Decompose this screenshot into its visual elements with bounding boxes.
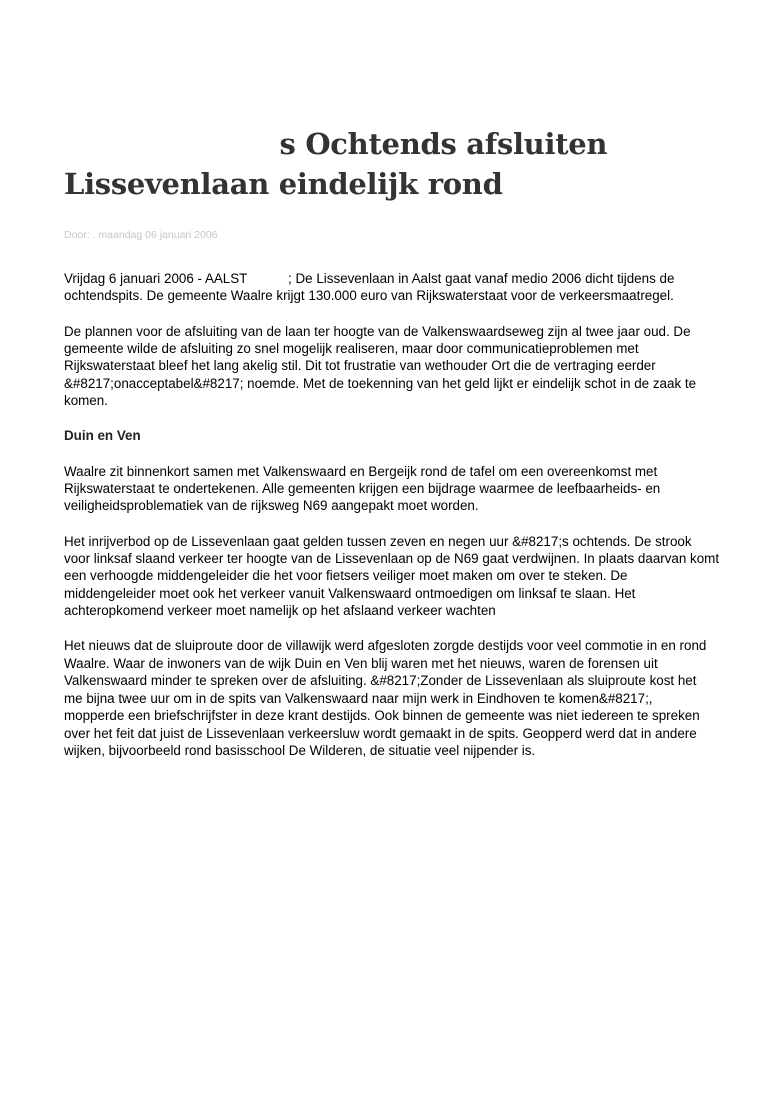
text-line: De plannen voor de afsluiting van de laan ter hoogte van de Valkenswaardseweg zijn al twee jaar oud. De — [64, 323, 691, 339]
text-line: Rijkswaterstaat te ondertekenen. Alle gemeenten krijgen een bijdrage waarmee de leefbaarheids- en — [64, 481, 661, 497]
paragraph-entry-ban — [64, 533, 724, 620]
text-line: komen. — [64, 393, 108, 409]
text-line: Valkenswaard minder te spreken over de afsluiting. &#8217;Zonder de Lissevenlaan als sluiproute kost het — [64, 673, 697, 689]
text-line: Vrijdag 6 januari 2006 - AALST ; De Lissevenlaan in Aalst gaat vanaf medio 2006 dicht tijdens de — [64, 271, 675, 286]
text-line: achteropkomend verkeer moet namelijk op het afslaand verkeer wachten — [64, 603, 496, 619]
text-line: mopperde een briefschrijfster in deze krant destijds. Ook binnen de gemeente was niet iedereen te spreken — [64, 708, 700, 724]
text-line: wijken, bijvoorbeeld rond basisschool De Wilderen, de situatie veel nijpender is. — [64, 742, 536, 758]
paragraph-plans — [64, 323, 724, 410]
text-line: &#8217;onacceptabel&#8217; noemde. Met de toekenning van het geld lijkt er eindelijk schot in de zaak te — [64, 375, 697, 391]
text-line: gemeente wilde de afsluiting zo snel mogelijk realiseren, maar door communicatieproblemen met — [64, 341, 639, 357]
text-line: Waalre zit binnenkort samen met Valkenswaard en Bergeijk rond de tafel om een overeenkomst met — [64, 463, 658, 479]
text-line: over het feit dat juist de Lissevenlaan verkeersluw wordt gemaakt in de spits. Geopperd werd dat in andere — [64, 725, 697, 741]
text-line: Waalre. Waar de inwoners van de wijk Duin en Ven blij waren met het nieuws, waren de forensen uit — [64, 655, 658, 671]
section-subheading: Duin en Ven — [64, 428, 141, 444]
article-title — [64, 124, 724, 204]
title-line: Lissevenlaan eindelijk rond — [64, 167, 503, 201]
text-line: Rijkswaterstaat bleef het lang akelig stil. Dit tot frustratie van wethouder Ort die de vertraging eerder — [64, 358, 656, 374]
text-line: een verhoogde middengeleider die het voor fietsers veiliger moet maken om over te steken. De — [64, 568, 628, 584]
paragraph-intro — [64, 270, 724, 305]
text-line: me bijna twee uur om in de spits van Valkenswaard naar mijn werk in Eindhoven te komen&#8217;, — [64, 690, 653, 706]
text-line: middengeleider moet ook het verkeer vanuit Valkenswaard ontmoedigen om linksaf te slaan. Het — [64, 585, 636, 601]
title-line: s Ochtends afsluiten — [64, 127, 608, 161]
text-line: Het inrijverbod op de Lissevenlaan gaat gelden tussen zeven en negen uur &#8217;s ochtends. De strook — [64, 533, 692, 549]
text-line: veiligheidsproblematiek van de rijksweg N69 aangepakt moet worden. — [64, 498, 479, 514]
article-byline: Door: . maandag 06 januari 2006 — [64, 229, 218, 241]
paragraph-agreement — [64, 463, 724, 515]
text-line: Het nieuws dat de sluiproute door de villawijk werd afgesloten zorgde destijds voor veel commotie in en rond — [64, 638, 707, 654]
text-line: voor linksaf slaand verkeer ter hoogte van de Lissevenlaan op de N69 gaat verdwijnen. In plaats daarvan komt — [64, 551, 720, 567]
paragraph-commotion — [64, 637, 724, 759]
article-body — [64, 270, 724, 777]
text-line: ochtendspits. De gemeente Waalre krijgt 130.000 euro van Rijkswaterstaat voor de verkeersmaatregel. — [64, 288, 674, 304]
